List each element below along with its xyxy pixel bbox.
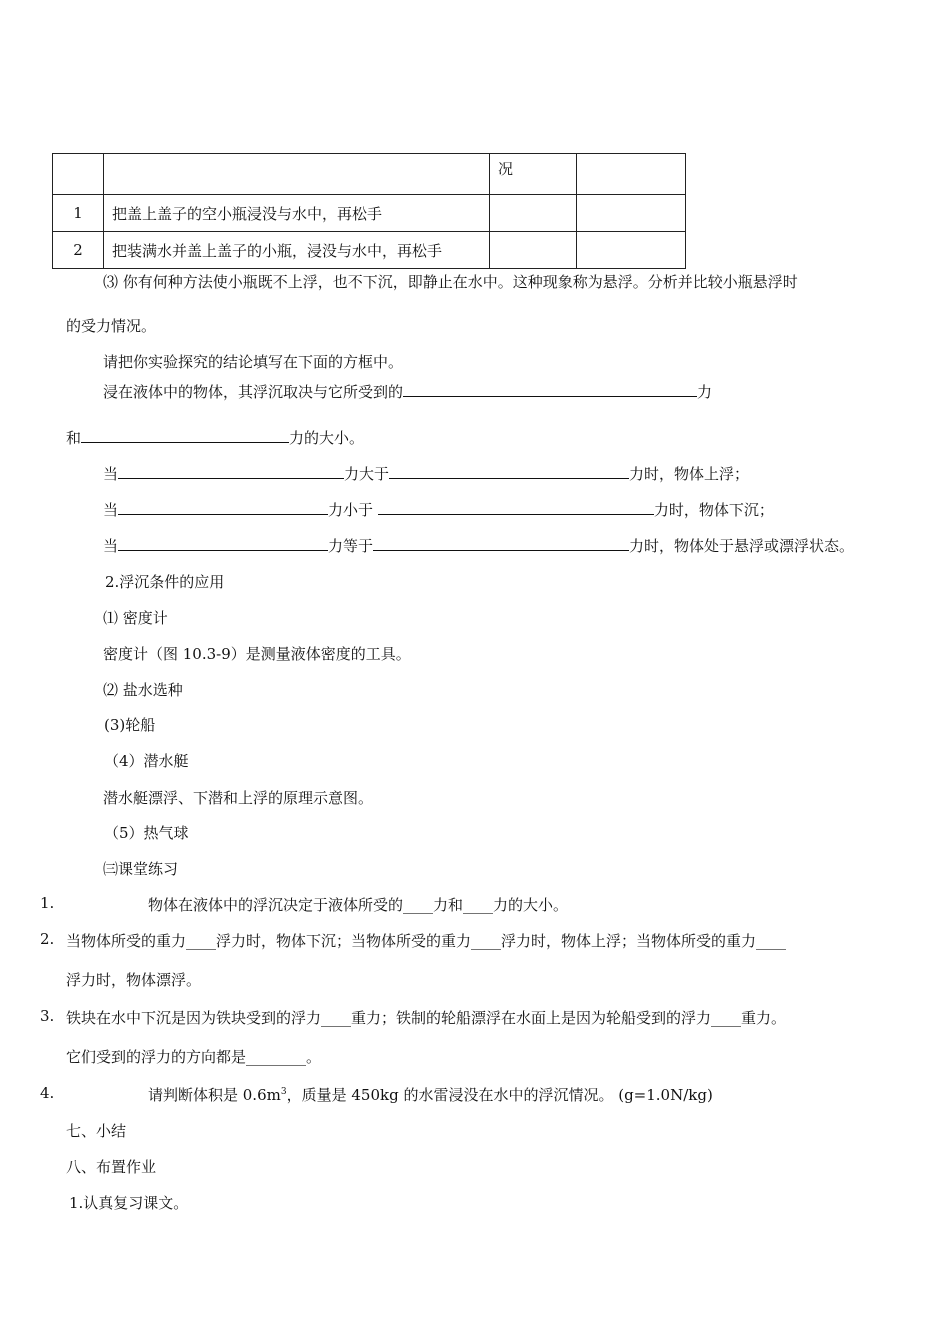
question-number: 3. <box>40 1007 55 1025</box>
conclusion-text: 力等于 <box>328 537 374 555</box>
conclusion-intro: 请把你实验探究的结论填写在下面的方框中。 <box>103 353 404 371</box>
conclusion-text: 当 <box>103 537 119 555</box>
table-cell <box>490 195 577 232</box>
application-item: （4）潜水艇 <box>104 752 189 770</box>
conclusion-text: 力大于 <box>344 465 390 483</box>
question-3-line2: 它们受到的浮力的方向都是________。 <box>66 1048 322 1066</box>
conclusion-text: 当 <box>103 501 119 519</box>
table-row <box>53 232 686 269</box>
question-4-text: ，质量是 450kg 的水雷浸没在水中的浮沉情况。 (g=1.0N/kg) <box>286 1086 713 1104</box>
table-row <box>53 195 686 232</box>
table-cell <box>104 154 490 195</box>
question-number: 2. <box>40 930 55 948</box>
application-desc: 密度计（图 10.3-9）是测量液体密度的工具。 <box>103 645 411 663</box>
answer-blank[interactable] <box>118 464 344 479</box>
conclusion-text: 力时，物体下沉； <box>653 501 774 519</box>
table-cell <box>577 195 686 232</box>
answer-blank[interactable] <box>118 536 328 551</box>
conclusion-text: 力 <box>697 383 713 401</box>
application-desc: 潜水艇漂浮、下潜和上浮的原理示意图。 <box>103 789 374 807</box>
answer-blank[interactable] <box>118 500 328 515</box>
answer-blank[interactable] <box>378 500 654 515</box>
para3-line2: 的受力情况。 <box>66 317 157 335</box>
question-number: 4. <box>40 1084 55 1102</box>
application-item: (3)轮船 <box>104 716 156 734</box>
question-number: 1. <box>40 894 55 912</box>
experiment-table <box>52 153 686 269</box>
homework-item: 1.认真复习课文。 <box>69 1194 189 1212</box>
row-number: 2 <box>53 232 104 269</box>
conclusion-text: 力的大小。 <box>289 429 365 447</box>
section-summary: 七、小结 <box>66 1122 127 1140</box>
conclusion-rise <box>103 463 749 484</box>
table-cell: 况 <box>490 154 577 195</box>
conclusion-text: 力时，物体处于悬浮或漂浮状态。 <box>629 537 855 555</box>
table-cell <box>53 154 104 195</box>
question-2-line1: 当物体所受的重力____浮力时，物体下沉；当物体所受的重力____浮力时，物体上浮；当物体所受的重力____ <box>66 932 787 950</box>
conclusion-text: 力时，物体上浮； <box>629 465 750 483</box>
conclusion-line-1 <box>103 381 712 402</box>
question-2-line2: 浮力时，物体漂浮。 <box>66 971 202 989</box>
section-homework: 八、布置作业 <box>66 1158 157 1176</box>
conclusion-float <box>103 535 854 556</box>
row-description: 把盖上盖子的空小瓶浸没与水中，再松手 <box>104 195 490 232</box>
question-4 <box>148 1084 713 1105</box>
row-number: 1 <box>53 195 104 232</box>
answer-blank[interactable] <box>403 382 697 397</box>
conclusion-sink <box>103 499 774 520</box>
applications-title: 2.浮沉条件的应用 <box>105 573 225 591</box>
question-1: 物体在液体中的浮沉决定于液体所受的____力和____力的大小。 <box>148 896 569 914</box>
question-4-text: 请判断体积是 0.6m <box>148 1086 281 1104</box>
table-cell <box>577 154 686 195</box>
application-item: ⑴ 密度计 <box>103 609 168 627</box>
row-description: 把装满水并盖上盖子的小瓶，浸没与水中，再松手 <box>104 232 490 269</box>
answer-blank[interactable] <box>389 464 629 479</box>
answer-blank[interactable] <box>81 428 289 443</box>
application-item: （5）热气球 <box>104 824 189 842</box>
conclusion-text: 当 <box>103 465 119 483</box>
conclusion-line-2 <box>66 427 364 448</box>
conclusion-text: 和 <box>66 429 82 447</box>
conclusion-text: 浸在液体中的物体，其浮沉取决与它所受到的 <box>103 383 404 401</box>
answer-blank[interactable] <box>373 536 629 551</box>
para3-line1: ⑶ 你有何种方法使小瓶既不上浮，也不下沉，即静止在水中。这种现象称为悬浮。分析并比较小瓶悬浮时 <box>103 273 798 291</box>
question-3-line1: 铁块在水中下沉是因为铁块受到的浮力____重力；铁制的轮船漂浮在水面上是因为轮船受到的浮力____重力。 <box>66 1009 787 1027</box>
superscript: 3 <box>280 1087 287 1097</box>
application-item: ⑵ 盐水选种 <box>103 681 183 699</box>
conclusion-text: 力小于 <box>328 501 374 519</box>
table-cell <box>490 232 577 269</box>
table-cell <box>577 232 686 269</box>
table-header-row <box>53 154 686 195</box>
practice-title: ㈢课堂练习 <box>103 860 179 878</box>
